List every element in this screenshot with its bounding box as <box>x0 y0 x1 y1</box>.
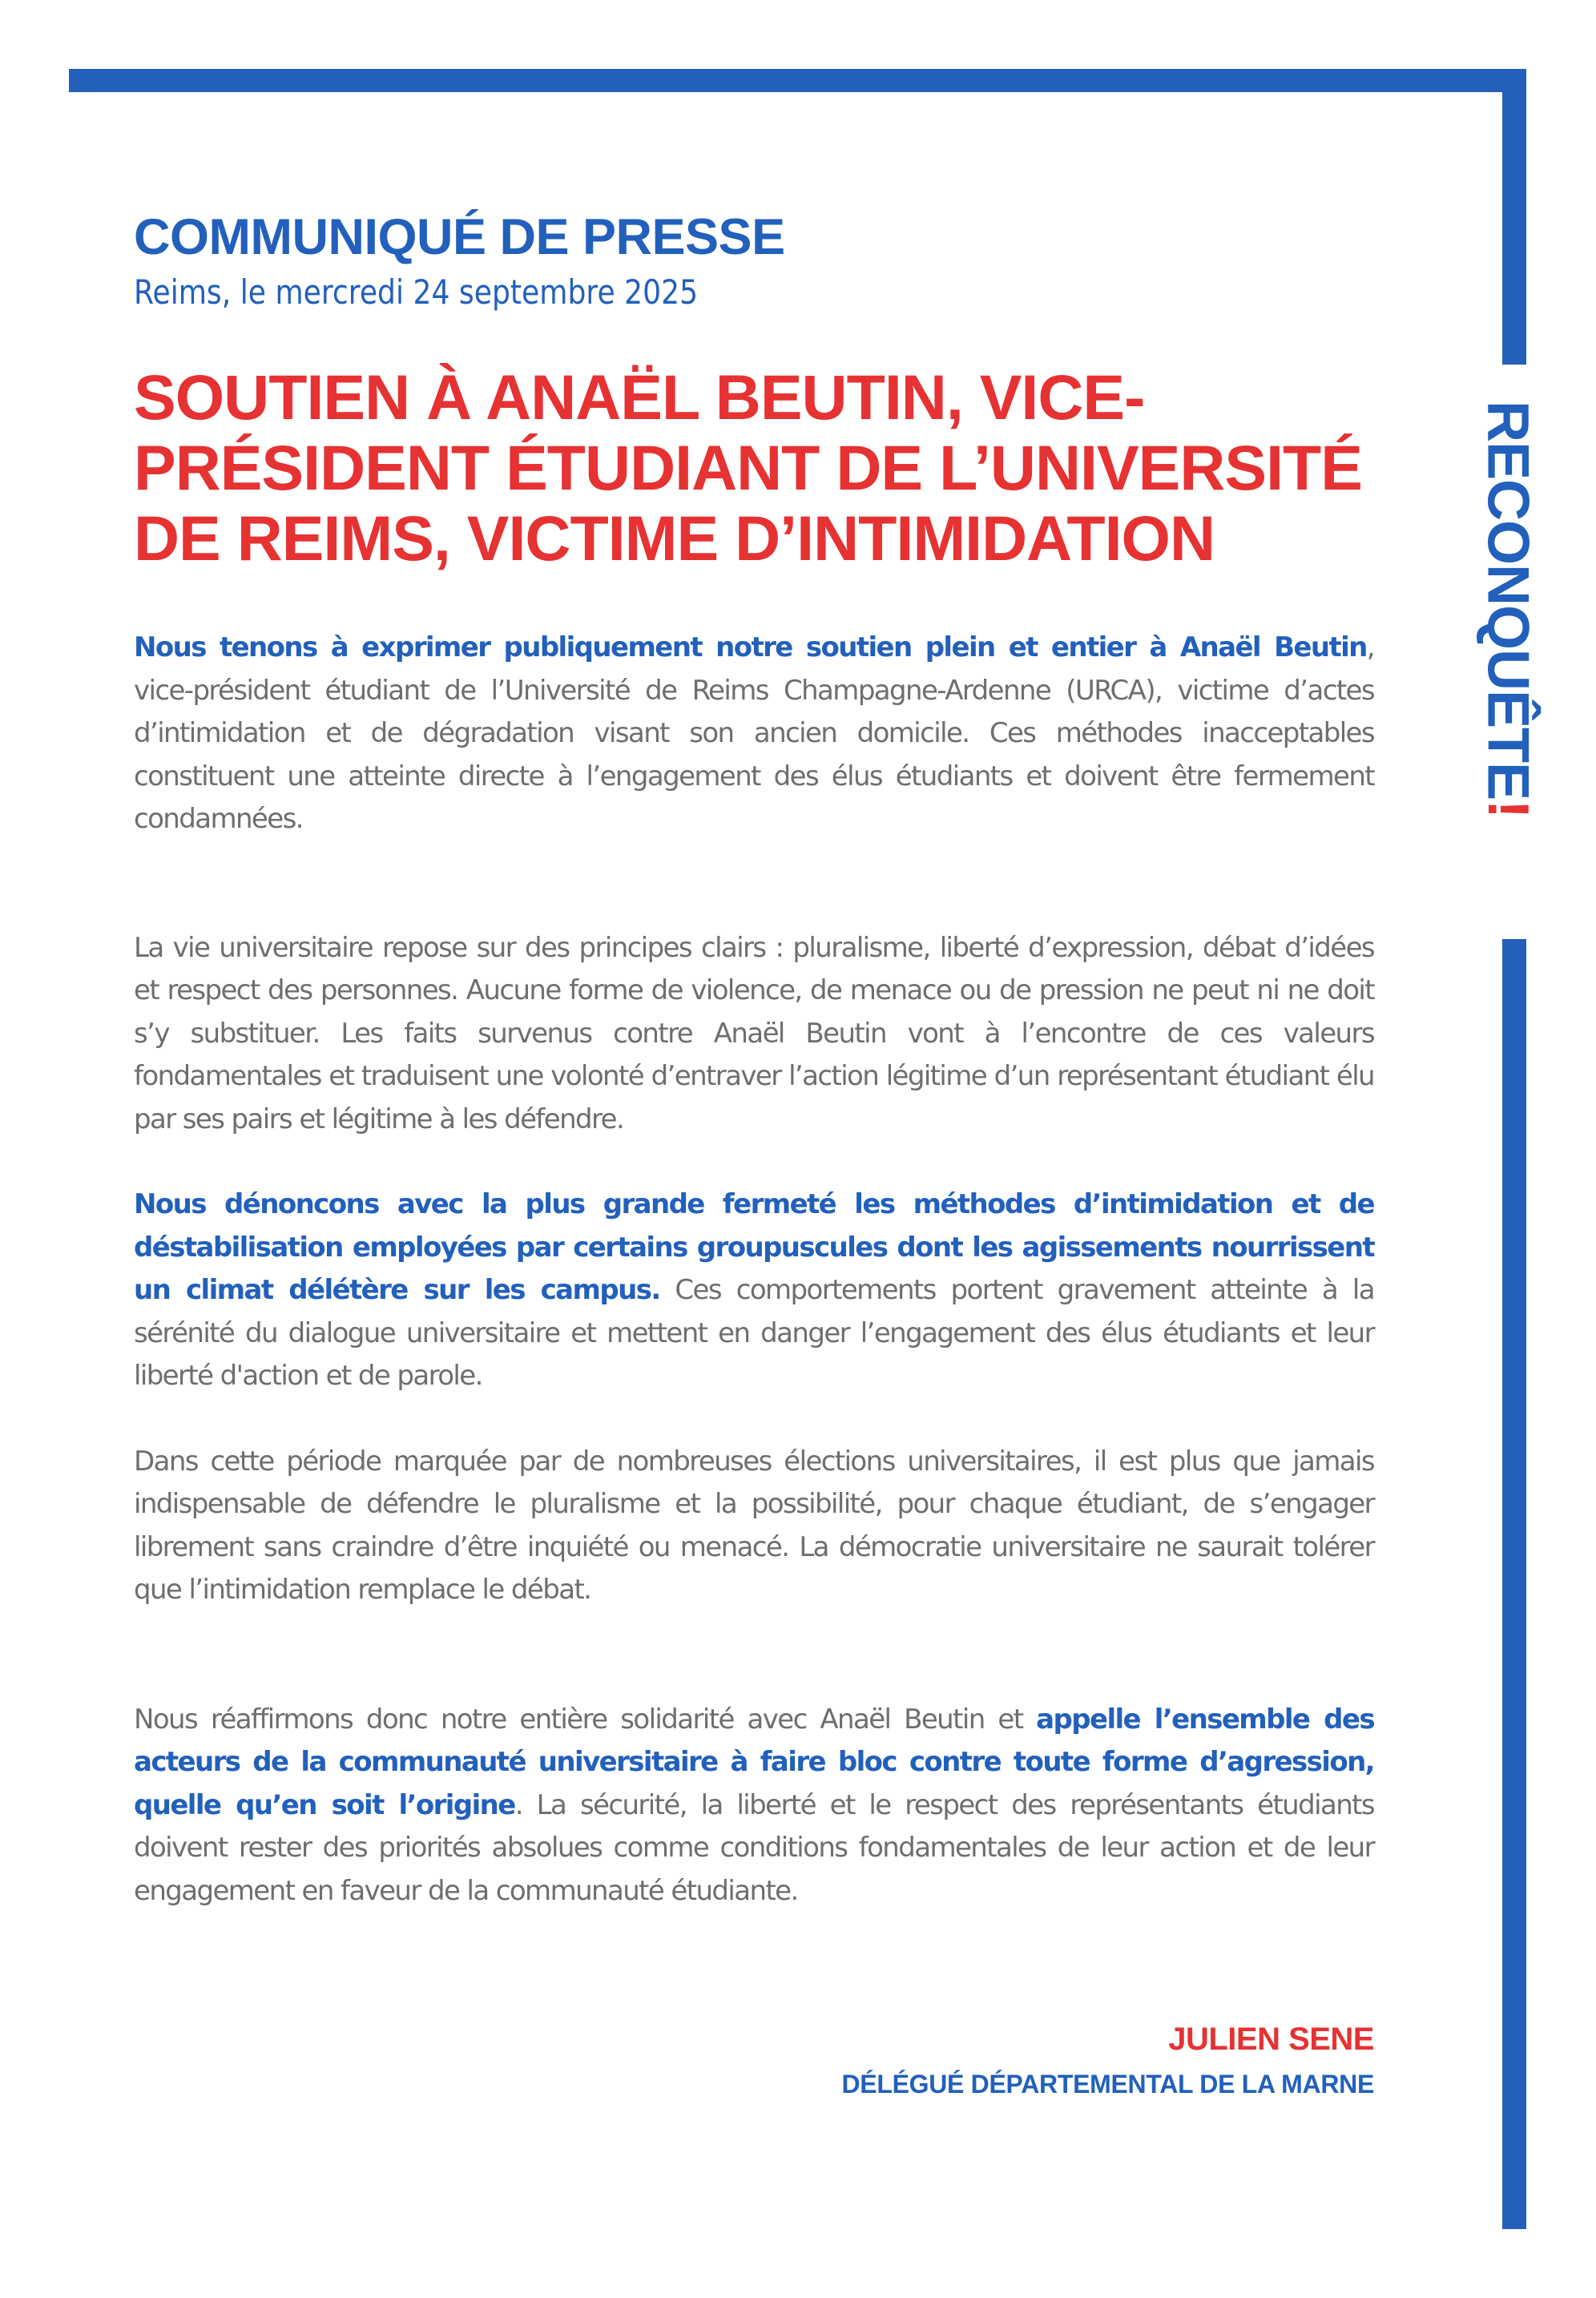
paragraph-4 <box>134 1441 1374 1612</box>
reconquete-logo <box>1475 401 1541 873</box>
paragraph-5-emphasis: appelle l’ensemble des acteurs de la communauté universitaire à faire bloc contre toute forme d’agression, quelle qu’en soit l’origine <box>134 1703 1374 1821</box>
frame-right-bar-lower <box>1502 939 1526 2229</box>
paragraph-4-text: Dans cette période marquée par de nombreuses élections universitaires, il est plus que jamais indispensable de défendre le pluralisme et la possibilité, pour chaque étudiant, de s’engager librement sans craindre d’être inquiété ou menacé. La démocratie universitaire ne saurait tolérer que l’intimidation remplace le débat. <box>134 1445 1374 1607</box>
press-release-body <box>134 209 1374 1913</box>
frame-top-bar <box>69 69 1526 92</box>
signature-block <box>842 2023 1375 2097</box>
paragraph-1-emphasis: Nous tenons à exprimer publiquement notre soutien plein et entier à Anaël Beutin <box>134 631 1367 664</box>
signatory-role: DÉLÉGUÉ DÉPARTEMENTAL DE LA MARNE <box>841 2070 1374 2098</box>
signatory-name: JULIEN SENE <box>1168 2022 1374 2057</box>
paragraph-3 <box>134 1183 1374 1398</box>
paragraph-2 <box>134 927 1374 1142</box>
logo-wordmark <box>1475 401 1541 873</box>
paragraph-1-text: , vice-président étudiant de l’Université de Reims Champagne-Ardenne (URCA), victime d’actes d’intimidation et de dégradation visant son ancien domicile. Ces méthodes inacceptables constituent une atteinte directe à l’engagement des élus étudiants et doivent être fermement condamnées. <box>134 631 1374 836</box>
paragraph-5 <box>134 1699 1374 1913</box>
headline: SOUTIEN À ANAËL BEUTIN, VICE-PRÉSIDENT ÉTUDIANT DE L’UNIVERSITÉ DE REIMS, VICTIME D’INTIMIDATION <box>134 361 1363 574</box>
paragraph-1 <box>134 627 1374 841</box>
logo-exclamation-icon: ! <box>1476 800 1540 819</box>
paragraph-3-emphasis: Nous dénoncons avec la plus grande fermeté les méthodes d’intimidation et de déstabilisation employées par certains groupuscules dont les agissements nourrissent un climat délétère sur les campus. <box>134 1188 1374 1307</box>
paragraph-5-lead: Nous réaffirmons donc notre entière solidarité avec Anaël Beutin et <box>134 1703 1037 1736</box>
frame-right-bar-upper <box>1502 69 1526 365</box>
paragraph-5-text: . La sécurité, la liberté et le respect des représentants étudiants doivent rester des priorités absolues comme conditions fondamentales de leur action et de leur engagement en faveur de la communauté étudiante. <box>134 1788 1374 1907</box>
dateline: Reims, le mercredi 24 septembre 2025 <box>134 272 699 312</box>
paragraph-3-text: Ces comportements portent gravement atteinte à la sérénité du dialogue universitaire et mettent en danger l’engagement des élus étudiants et leur liberté d'action et de parole. <box>134 1274 1374 1393</box>
paragraph-2-text: La vie universitaire repose sur des principes clairs : pluralisme, liberté d’expression, débat d’idées et respect des personnes. Aucune forme de violence, de menace ou de pression ne peut ni ne doit s’y substituer. Les faits survenus contre Anaël Beutin vont à l’encontre de ces valeurs fondamentales et traduisent une volonté d’entraver l’action légitime d’un représentant étudiant élu par ses pairs et légitime à les défendre. <box>134 931 1374 1135</box>
logo-word: RECONQUÊTE <box>1475 401 1541 800</box>
document-type-label: COMMUNIQUÉ DE PRESSE <box>134 209 785 265</box>
